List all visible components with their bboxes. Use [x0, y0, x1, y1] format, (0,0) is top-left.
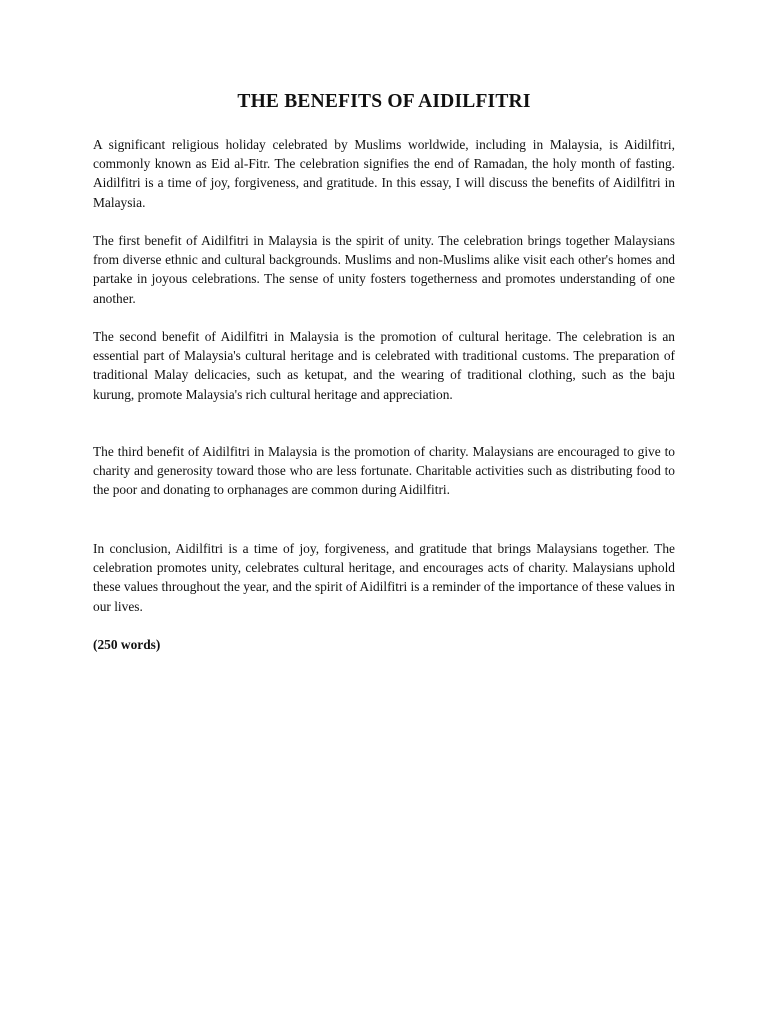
- paragraph-unity: The first benefit of Aidilfitri in Malaysia is the spirit of unity. The celebration brings together Malaysians from diverse ethnic and cultural backgrounds. Muslims and non-Muslims alike visit each other's homes and partake in joyous celebrations. The sense of unity fosters togetherness and promotes understanding of one another.: [93, 233, 675, 306]
- word-count: (250 words): [93, 637, 161, 652]
- paragraph-charity: The third benefit of Aidilfitri in Malaysia is the promotion of charity. Malaysians are encouraged to give to charity and generosity toward those who are less fortunate. Charitable activities such as distributing food to the poor and donating to orphanages are common during Aidilfitri.: [93, 444, 675, 498]
- document-title: THE BENEFITS OF AIDILFITRI: [237, 91, 531, 112]
- paragraph-conclusion: In conclusion, Aidilfitri is a time of joy, forgiveness, and gratitude that brings Malaysians together. The celebration promotes unity, celebrates cultural heritage, and encourages acts of charity. Malaysians uphold these values throughout the year, and the spirit of Aidilfitri is a reminder of the importance of these values in our lives.: [93, 541, 675, 614]
- paragraph-cultural-heritage: The second benefit of Aidilfitri in Malaysia is the promotion of cultural heritage. The celebration is an essential part of Malaysia's cultural heritage and is celebrated with traditional customs. The preparation of traditional Malay delicacies, such as ketupat, and the wearing of traditional clothing, such as the baju kurung, promote Malaysia's rich cultural heritage and appreciation.: [93, 329, 675, 402]
- paragraph-introduction: A significant religious holiday celebrated by Muslims worldwide, including in Malaysia, is Aidilfitri, commonly known as Eid al-Fitr. The celebration signifies the end of Ramadan, the holy month of fasting. Aidilfitri is a time of joy, forgiveness, and gratitude. In this essay, I will discuss the benefits of Aidilfitri in Malaysia.: [93, 137, 675, 210]
